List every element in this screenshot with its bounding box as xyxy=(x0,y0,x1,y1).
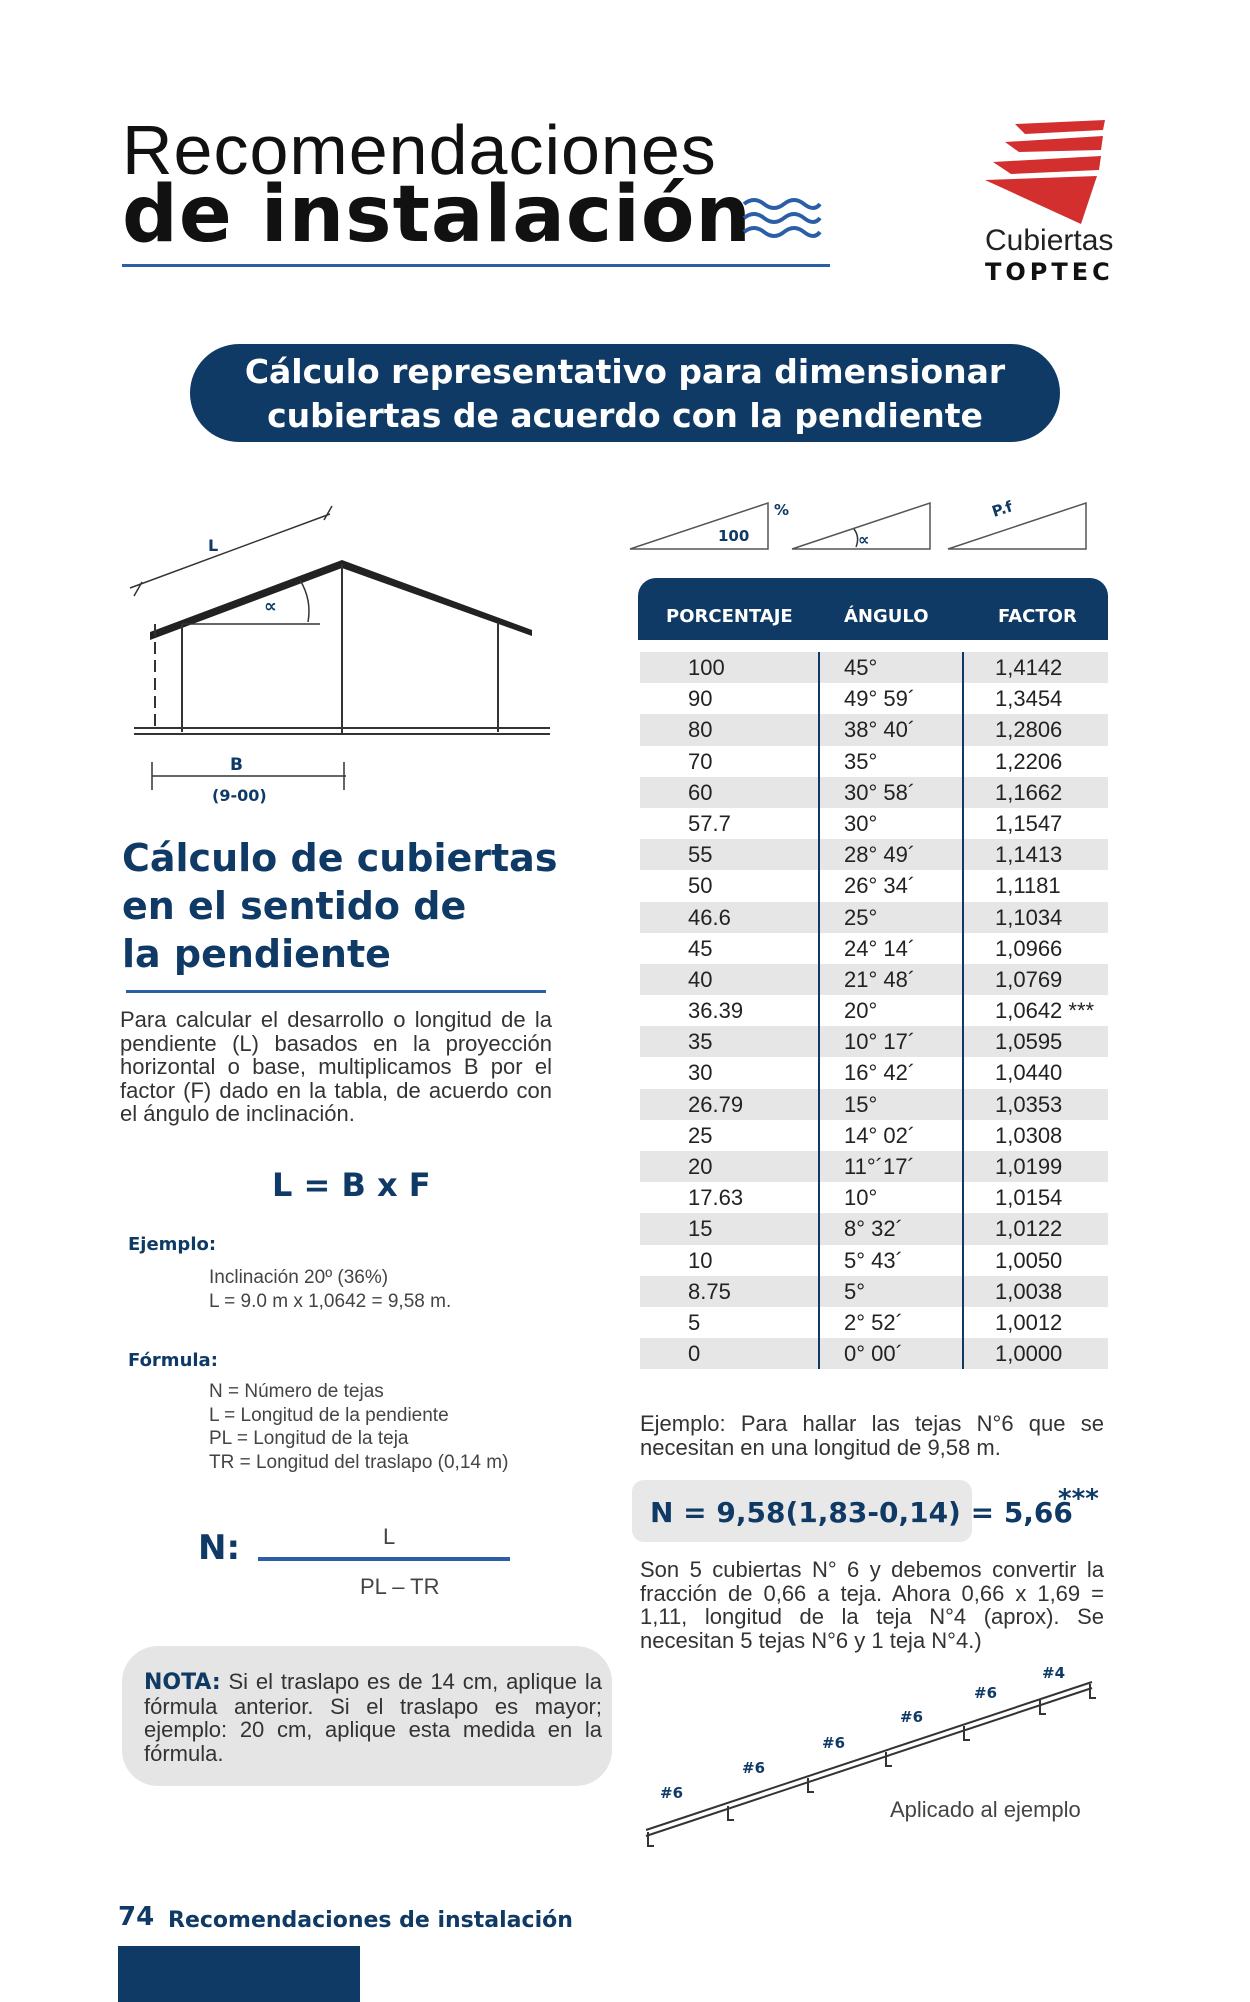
slope-icons xyxy=(628,495,1098,555)
cell-angulo: 20° xyxy=(844,998,878,1024)
cell-porcentaje: 80 xyxy=(688,717,713,743)
tile-label: #6 xyxy=(900,1708,924,1726)
cell-angulo: 24° 14´ xyxy=(844,935,916,961)
cell-angulo: 30° 58´ xyxy=(844,779,916,805)
cell-factor: 1,0595 xyxy=(995,1029,1063,1055)
slope-table xyxy=(640,652,1108,1369)
cell-porcentaje: 45 xyxy=(688,935,713,961)
table-row xyxy=(640,683,1108,714)
table-row xyxy=(640,964,1108,995)
banner-line1: Cálculo representativo para dimensionar xyxy=(244,352,1006,391)
cell-porcentaje: 46.6 xyxy=(688,904,731,930)
fraction-denominator: PL – TR xyxy=(360,1574,440,1599)
cell-factor: 1,0642 *** xyxy=(995,998,1095,1024)
cell-porcentaje: 8.75 xyxy=(688,1278,731,1304)
tile-label: #6 xyxy=(974,1684,998,1702)
def-tr: TR = Longitud del traslapo (0,14 m) xyxy=(209,1451,509,1473)
title-underline xyxy=(122,264,830,267)
formula-definitions xyxy=(209,1380,508,1474)
slope-percent-symbol: % xyxy=(774,501,790,519)
section-title-line2: en el sentido de xyxy=(122,884,467,928)
def-n: N = Número de tejas xyxy=(209,1381,384,1402)
table-row xyxy=(640,839,1108,870)
table-row xyxy=(640,1276,1108,1307)
section-banner xyxy=(190,344,1060,442)
table-row xyxy=(640,1307,1108,1338)
logo-text-cubiertas: Cubiertas xyxy=(985,224,1114,257)
example-line2: L = 9.0 m x 1,0642 = 9,58 m. xyxy=(209,1290,452,1312)
footer-title: Recomendaciones de instalación xyxy=(168,1908,573,1933)
cell-porcentaje: 70 xyxy=(688,748,713,774)
section-title-line3: la pendiente xyxy=(122,932,391,976)
table-row xyxy=(640,746,1108,777)
cell-factor: 1,1547 xyxy=(995,810,1063,836)
cell-factor: 1,3454 xyxy=(995,686,1063,712)
cell-factor: 1,1181 xyxy=(995,873,1061,899)
cell-factor: 1,0769 xyxy=(995,966,1063,992)
cell-angulo: 49° 59´ xyxy=(844,686,916,712)
table-row xyxy=(640,995,1108,1026)
waves-icon xyxy=(740,194,822,244)
section-title-line1: Cálculo de cubiertas xyxy=(122,836,558,880)
cell-porcentaje: 57.7 xyxy=(688,810,731,836)
main-formula: L = B x F xyxy=(272,1166,431,1204)
formula-label: Fórmula: xyxy=(128,1350,218,1371)
footer-bar xyxy=(118,1946,360,2002)
cell-factor: 1,1034 xyxy=(995,904,1063,930)
table-row xyxy=(640,870,1108,901)
diagram-label-code: (9-00) xyxy=(212,786,267,805)
cell-porcentaje: 30 xyxy=(688,1060,713,1086)
slope-factor-symbol: P.f xyxy=(989,497,1015,521)
roof-diagram xyxy=(120,500,560,820)
cell-angulo: 45° xyxy=(844,655,878,680)
cell-porcentaje: 35 xyxy=(688,1029,713,1055)
table-divider xyxy=(962,652,964,1369)
cell-porcentaje: 5 xyxy=(688,1309,701,1335)
toptec-logo-icon xyxy=(985,120,1105,225)
cell-factor: 1,1662 xyxy=(995,779,1063,805)
table-row xyxy=(640,902,1108,933)
cell-porcentaje: 15 xyxy=(688,1216,713,1242)
table-row xyxy=(640,933,1108,964)
note-label: NOTA: xyxy=(144,1670,221,1695)
def-pl: PL = Longitud de la teja xyxy=(209,1428,409,1449)
cell-angulo: 14° 02´ xyxy=(844,1122,916,1148)
cell-porcentaje: 36.39 xyxy=(688,998,744,1024)
note-text: Si el traslapo es de 14 cm, aplique la fórmula anterior. Si el traslapo es mayor; ejemplo: 20 cm, aplique esta medida en la fórmula. xyxy=(144,1669,602,1766)
cell-factor: 1,2206 xyxy=(995,748,1063,774)
header-angulo: ÁNGULO xyxy=(844,606,929,627)
section-underline xyxy=(126,990,546,993)
tile-label: #6 xyxy=(660,1784,684,1802)
applied-caption: Aplicado al ejemplo xyxy=(890,1797,1081,1822)
cell-angulo: 15° xyxy=(844,1091,878,1117)
cell-angulo: 21° 48´ xyxy=(844,966,916,992)
table-row xyxy=(640,1120,1108,1151)
cell-porcentaje: 0 xyxy=(688,1341,701,1367)
cell-angulo: 10° 17´ xyxy=(844,1029,916,1055)
cell-angulo: 30° xyxy=(844,810,878,836)
fraction-numerator: L xyxy=(383,1524,396,1549)
cell-factor: 1,0440 xyxy=(995,1060,1063,1086)
slope-angle-symbol: ∝ xyxy=(858,530,870,549)
cell-porcentaje: 60 xyxy=(688,779,713,805)
table-row xyxy=(640,714,1108,745)
cell-angulo: 0° 00´ xyxy=(844,1341,903,1367)
cell-factor: 1,0199 xyxy=(995,1154,1063,1179)
formula-stars: *** xyxy=(1058,1484,1099,1514)
table-row xyxy=(640,808,1108,839)
tile-label: #6 xyxy=(742,1759,766,1777)
fraction-line xyxy=(258,1557,510,1561)
cell-porcentaje: 50 xyxy=(688,873,713,899)
cell-angulo: 5° 43´ xyxy=(844,1247,903,1273)
table-divider xyxy=(818,652,820,1369)
header-factor: FACTOR xyxy=(998,606,1077,627)
cell-factor: 1,0012 xyxy=(995,1309,1063,1335)
cell-porcentaje: 40 xyxy=(688,966,713,992)
formula-box-text: N = 9,58(1,83-0,14) = 5,66 xyxy=(650,1496,1073,1529)
table-row xyxy=(640,1182,1108,1213)
diagram-label-alpha: ∝ xyxy=(264,596,277,617)
cell-porcentaje: 25 xyxy=(688,1122,713,1148)
cell-factor: 1,0050 xyxy=(995,1247,1063,1273)
table-row xyxy=(640,777,1108,808)
cell-factor: 1,0353 xyxy=(995,1091,1063,1117)
table-row xyxy=(640,1338,1108,1369)
cell-angulo: 25° xyxy=(844,904,878,930)
example-label: Ejemplo: xyxy=(128,1234,217,1255)
table-row xyxy=(640,1151,1108,1182)
banner-line2: cubiertas de acuerdo con la pendiente xyxy=(267,396,983,435)
slope-percent-value: 100 xyxy=(718,527,750,545)
cell-angulo: 26° 34´ xyxy=(844,873,916,899)
cell-porcentaje: 90 xyxy=(688,686,713,712)
cell-angulo: 16° 42´ xyxy=(844,1060,916,1086)
logo-text-toptec: TOPTEC xyxy=(985,258,1114,286)
def-l: L = Longitud de la pendiente xyxy=(209,1404,449,1426)
fraction-label: N: xyxy=(198,1528,241,1568)
cell-factor: 1,0308 xyxy=(995,1122,1063,1148)
table-row xyxy=(640,1213,1108,1244)
example-right-intro: Ejemplo: Para hallar las tejas N°6 que se necesitan en una longitud de 9,58 m. xyxy=(640,1411,1104,1460)
cell-factor: 1,0966 xyxy=(995,935,1063,961)
cell-porcentaje: 17.63 xyxy=(688,1185,744,1211)
cell-porcentaje: 10 xyxy=(688,1247,713,1273)
table-row xyxy=(640,1089,1108,1120)
cell-angulo: 8° 32´ xyxy=(844,1216,903,1242)
cell-factor: 1,0038 xyxy=(995,1278,1063,1304)
cell-porcentaje: 26.79 xyxy=(688,1091,744,1117)
table-row xyxy=(640,1245,1108,1276)
conversion-paragraph: Son 5 cubiertas N° 6 y debemos convertir la fracción de 0,66 a teja. Ahora 0,66 x 1,69 = 1,11, longitud de la teja N°4 (aprox). Se necesitan 5 tejas N°6 y 1 teja N°4.) xyxy=(640,1557,1104,1653)
cell-angulo: 28° 49´ xyxy=(844,842,916,868)
tile-label: #4 xyxy=(1042,1664,1066,1682)
page-title-line2: de instalación xyxy=(122,170,752,260)
example-line1: Inclinación 20º (36%) xyxy=(209,1267,389,1288)
header-porcentaje: PORCENTAJE xyxy=(666,606,793,627)
cell-angulo: 10° xyxy=(844,1185,878,1211)
cell-factor: 1,0000 xyxy=(995,1341,1063,1367)
table-row xyxy=(640,652,1108,683)
note-box xyxy=(122,1646,612,1786)
cell-angulo: 35° xyxy=(844,748,878,774)
table-row xyxy=(640,1026,1108,1057)
cell-porcentaje: 100 xyxy=(688,655,725,680)
page-number: 74 xyxy=(118,1902,155,1932)
section-title xyxy=(122,834,557,978)
cell-porcentaje: 55 xyxy=(688,842,713,868)
example-text xyxy=(209,1266,451,1313)
cell-factor: 1,0122 xyxy=(995,1216,1063,1242)
table-row xyxy=(640,1057,1108,1088)
cell-factor: 1,1413 xyxy=(995,842,1063,868)
diagram-label-b: B xyxy=(230,755,243,775)
cell-porcentaje: 20 xyxy=(688,1154,713,1179)
cell-factor: 1,0154 xyxy=(995,1185,1063,1211)
cell-angulo: 2° 52´ xyxy=(844,1309,903,1335)
cell-angulo: 11°´17´ xyxy=(844,1154,915,1179)
page-title-line1: Recomendaciones xyxy=(122,111,717,189)
cell-factor: 1,4142 xyxy=(995,655,1063,680)
cell-angulo: 38° 40´ xyxy=(844,717,916,743)
diagram-label-l: L xyxy=(208,536,219,555)
intro-paragraph: Para calcular el desarrollo o longitud de la pendiente (L) basados en la proyección horizontal o base, multiplicamos B por el factor (F) dado en la tabla, de acuerdo con el ángulo de inclinación. xyxy=(120,1007,552,1126)
tile-label: #6 xyxy=(822,1734,846,1752)
cell-angulo: 5° xyxy=(844,1278,866,1304)
cell-factor: 1,2806 xyxy=(995,717,1063,743)
table-header xyxy=(638,578,1108,640)
